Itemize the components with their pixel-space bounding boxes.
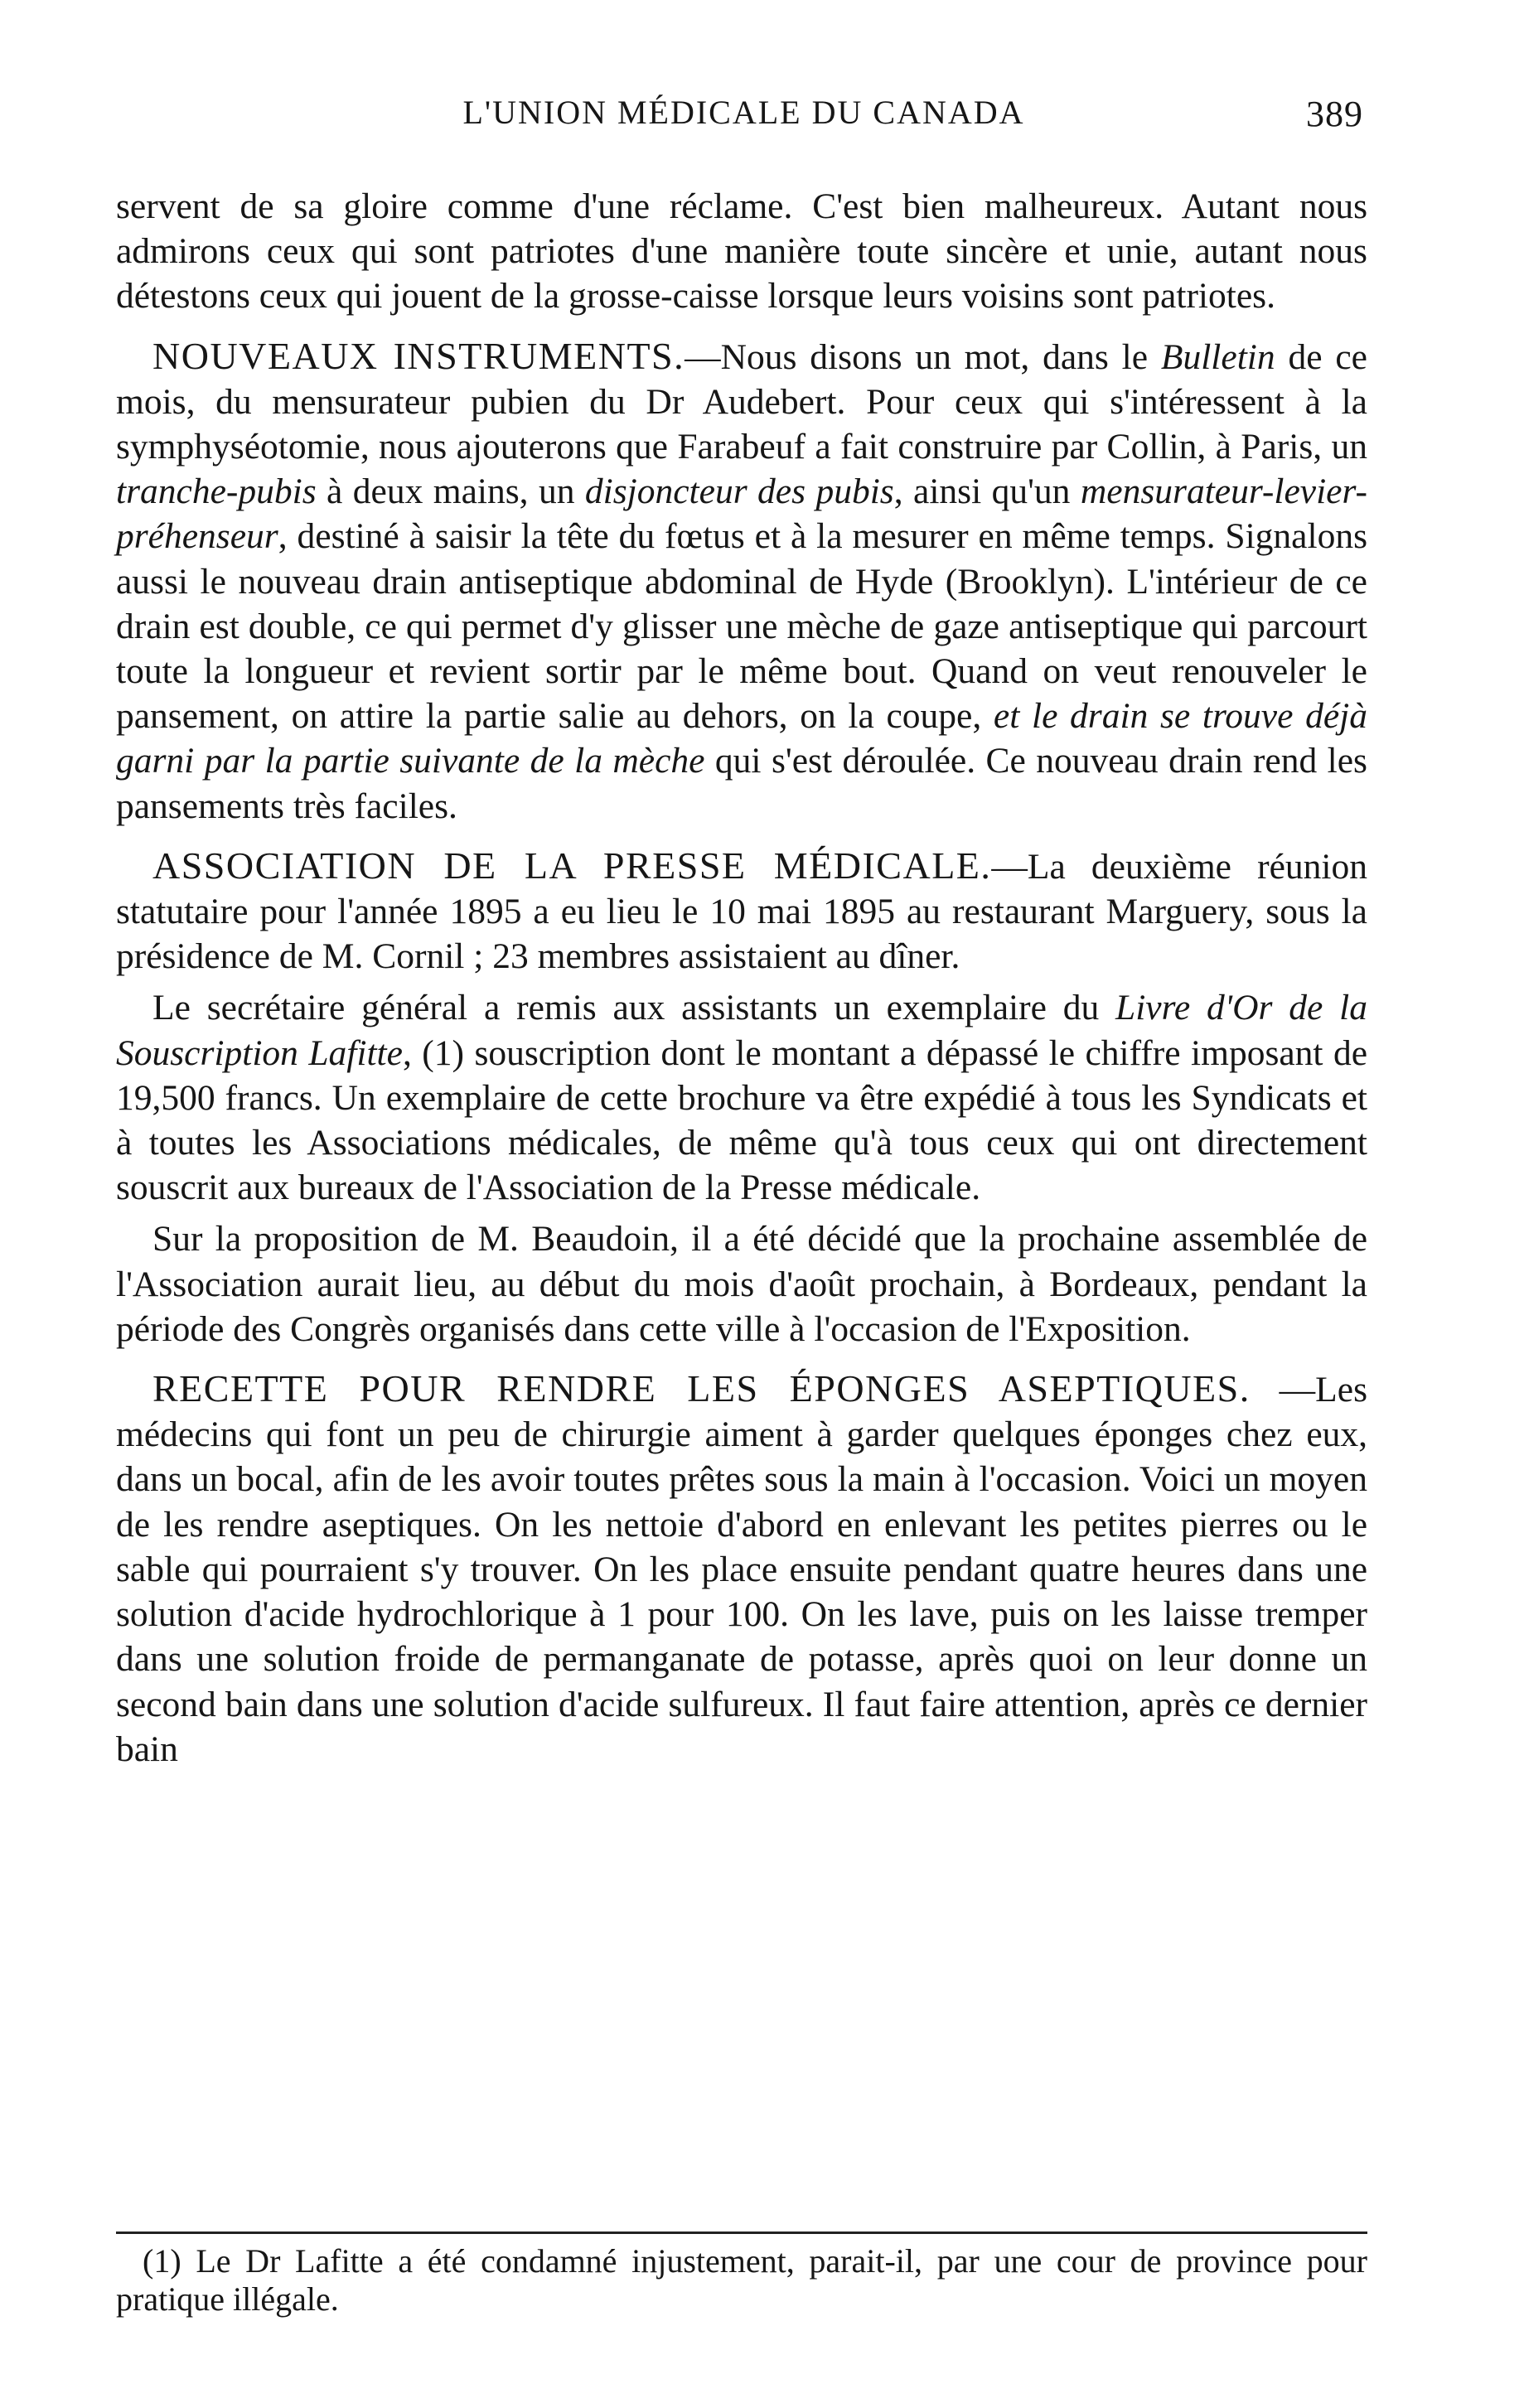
- italic-text: tranche-pubis: [116, 471, 317, 512]
- text-run: qui s'est déroulée. Ce nouveau drain rend les pansements très faciles.: [116, 741, 1367, 826]
- text-run: Le secrétaire général a remis aux assistants un exemplaire du: [152, 988, 1116, 1028]
- section-recette-eponges: [116, 1366, 1367, 1772]
- paragraph-continuation: [116, 184, 1367, 319]
- text-run: de ce mois, du mensurateur pubien du Dr Audebert. Pour ceux qui s'intéressent à la symphyséotomie, nous ajouterons que Farabeuf a fait construire par Collin, à Paris, un: [116, 336, 1367, 467]
- text-run: , (1) souscription dont le montant a dépassé le chiffre imposant de 19,500 francs. Un exemplaire de cette brochure va être expédié à tous les Syndicats et à toutes les Associations médicales, de même qu'à tous ceux qui ont directement souscrit aux bureaux de l'Association de la Presse médicale.: [116, 1032, 1368, 1208]
- text-run: , ainsi qu'un: [893, 471, 1081, 512]
- italic-text: Livre d'Or de la Souscription Lafitte: [116, 988, 1367, 1073]
- section-heading: NOUVEAUX INSTRUMENTS.: [152, 334, 685, 377]
- italic-text: Bulletin: [1160, 336, 1275, 377]
- paragraph-secretaire: [116, 985, 1367, 1210]
- text-run: —Les médecins qui font un peu de chirurgie aiment à garder quelques éponges chez eux, dans un bocal, afin de les avoir toutes prêtes sous la main à l'occasion. Voici un moyen de les rendre aseptiques. On les nettoie d'abord en enlevant les petites pierres ou le sable qui pourraient s'y trouver. On les place ensuite pendant quatre heures dans une solution d'acide hydrochlorique à 1 pour 100. On les lave, puis on les laisse tremper dans une solution froide de permanganate de potasse, après quoi on leur donne un second bain dans une solution d'acide sulfureux. Il faut faire attention, après ce dernier bain: [116, 1370, 1367, 1769]
- running-header: [124, 93, 1363, 143]
- italic-text: disjoncteur des pubis: [584, 471, 894, 512]
- section-heading: RECETTE POUR RENDRE LES ÉPONGES ASEPTIQUES.: [152, 1367, 1251, 1410]
- text-run: à deux mains, un: [316, 471, 585, 512]
- section-association-presse: [116, 844, 1367, 979]
- section-heading: ASSOCIATION DE LA PRESSE MÉDICALE.: [152, 844, 992, 887]
- text-run: servent de sa gloire comme d'une réclame. C'est bien malheureux. Autant nous admirons ceux qui sont patriotes d'une manière toute sincère et unie, autant nous détestons ceux qui jouent de la grosse-caisse lorsque leurs voisins sont patriotes.: [116, 186, 1367, 317]
- footnote-rule: [116, 2232, 1367, 2234]
- italic-text: mensurateur-levier-préhenseur: [116, 471, 1368, 557]
- text-run: , destiné à saisir la tête du fœtus et à la mesurer en même temps. Signalons aussi le nouveau drain antiseptique abdominal de Hyde (Brooklyn). L'intérieur de ce drain est double, ce qui permet d'y glisser une mèche de gaze antiseptique qui parcourt toute la longueur et revient sortir par le même bout. Quand on veut renouveler le pansement, on attire la partie salie au dehors, on la coupe,: [116, 516, 1367, 737]
- italic-text: et le drain se trouve déjà garni par la partie suivante de la mèche: [116, 696, 1367, 781]
- section-nouveaux-instruments: [116, 334, 1367, 829]
- text-run: —La deuxième réunion statutaire pour l'année 1895 a eu lieu le 10 mai 1895 au restaurant Marguery, sous la présidence de M. Cornil ; 23 membres assistaient au dîner.: [116, 846, 1367, 977]
- text-run: Sur la proposition de M. Beaudoin, il a été décidé que la prochaine assemblée de l'Association aurait lieu, au début du mois d'août prochain, à Bordeaux, pendant la période des Congrès organisés dans cette ville à l'occasion de l'Exposition.: [116, 1219, 1367, 1349]
- journal-title: L'UNION MÉDICALE DU CANADA: [462, 94, 1025, 131]
- footnote: (1) Le Dr Lafitte a été condamné injustement, parait-il, par une cour de province pour pratique illégale.: [116, 2242, 1367, 2318]
- paragraph-proposition: [116, 1216, 1367, 1351]
- text-run: —Nous disons un mot, dans le: [685, 336, 1161, 377]
- page-number: 389: [1306, 94, 1363, 134]
- body-text: [116, 184, 1367, 1772]
